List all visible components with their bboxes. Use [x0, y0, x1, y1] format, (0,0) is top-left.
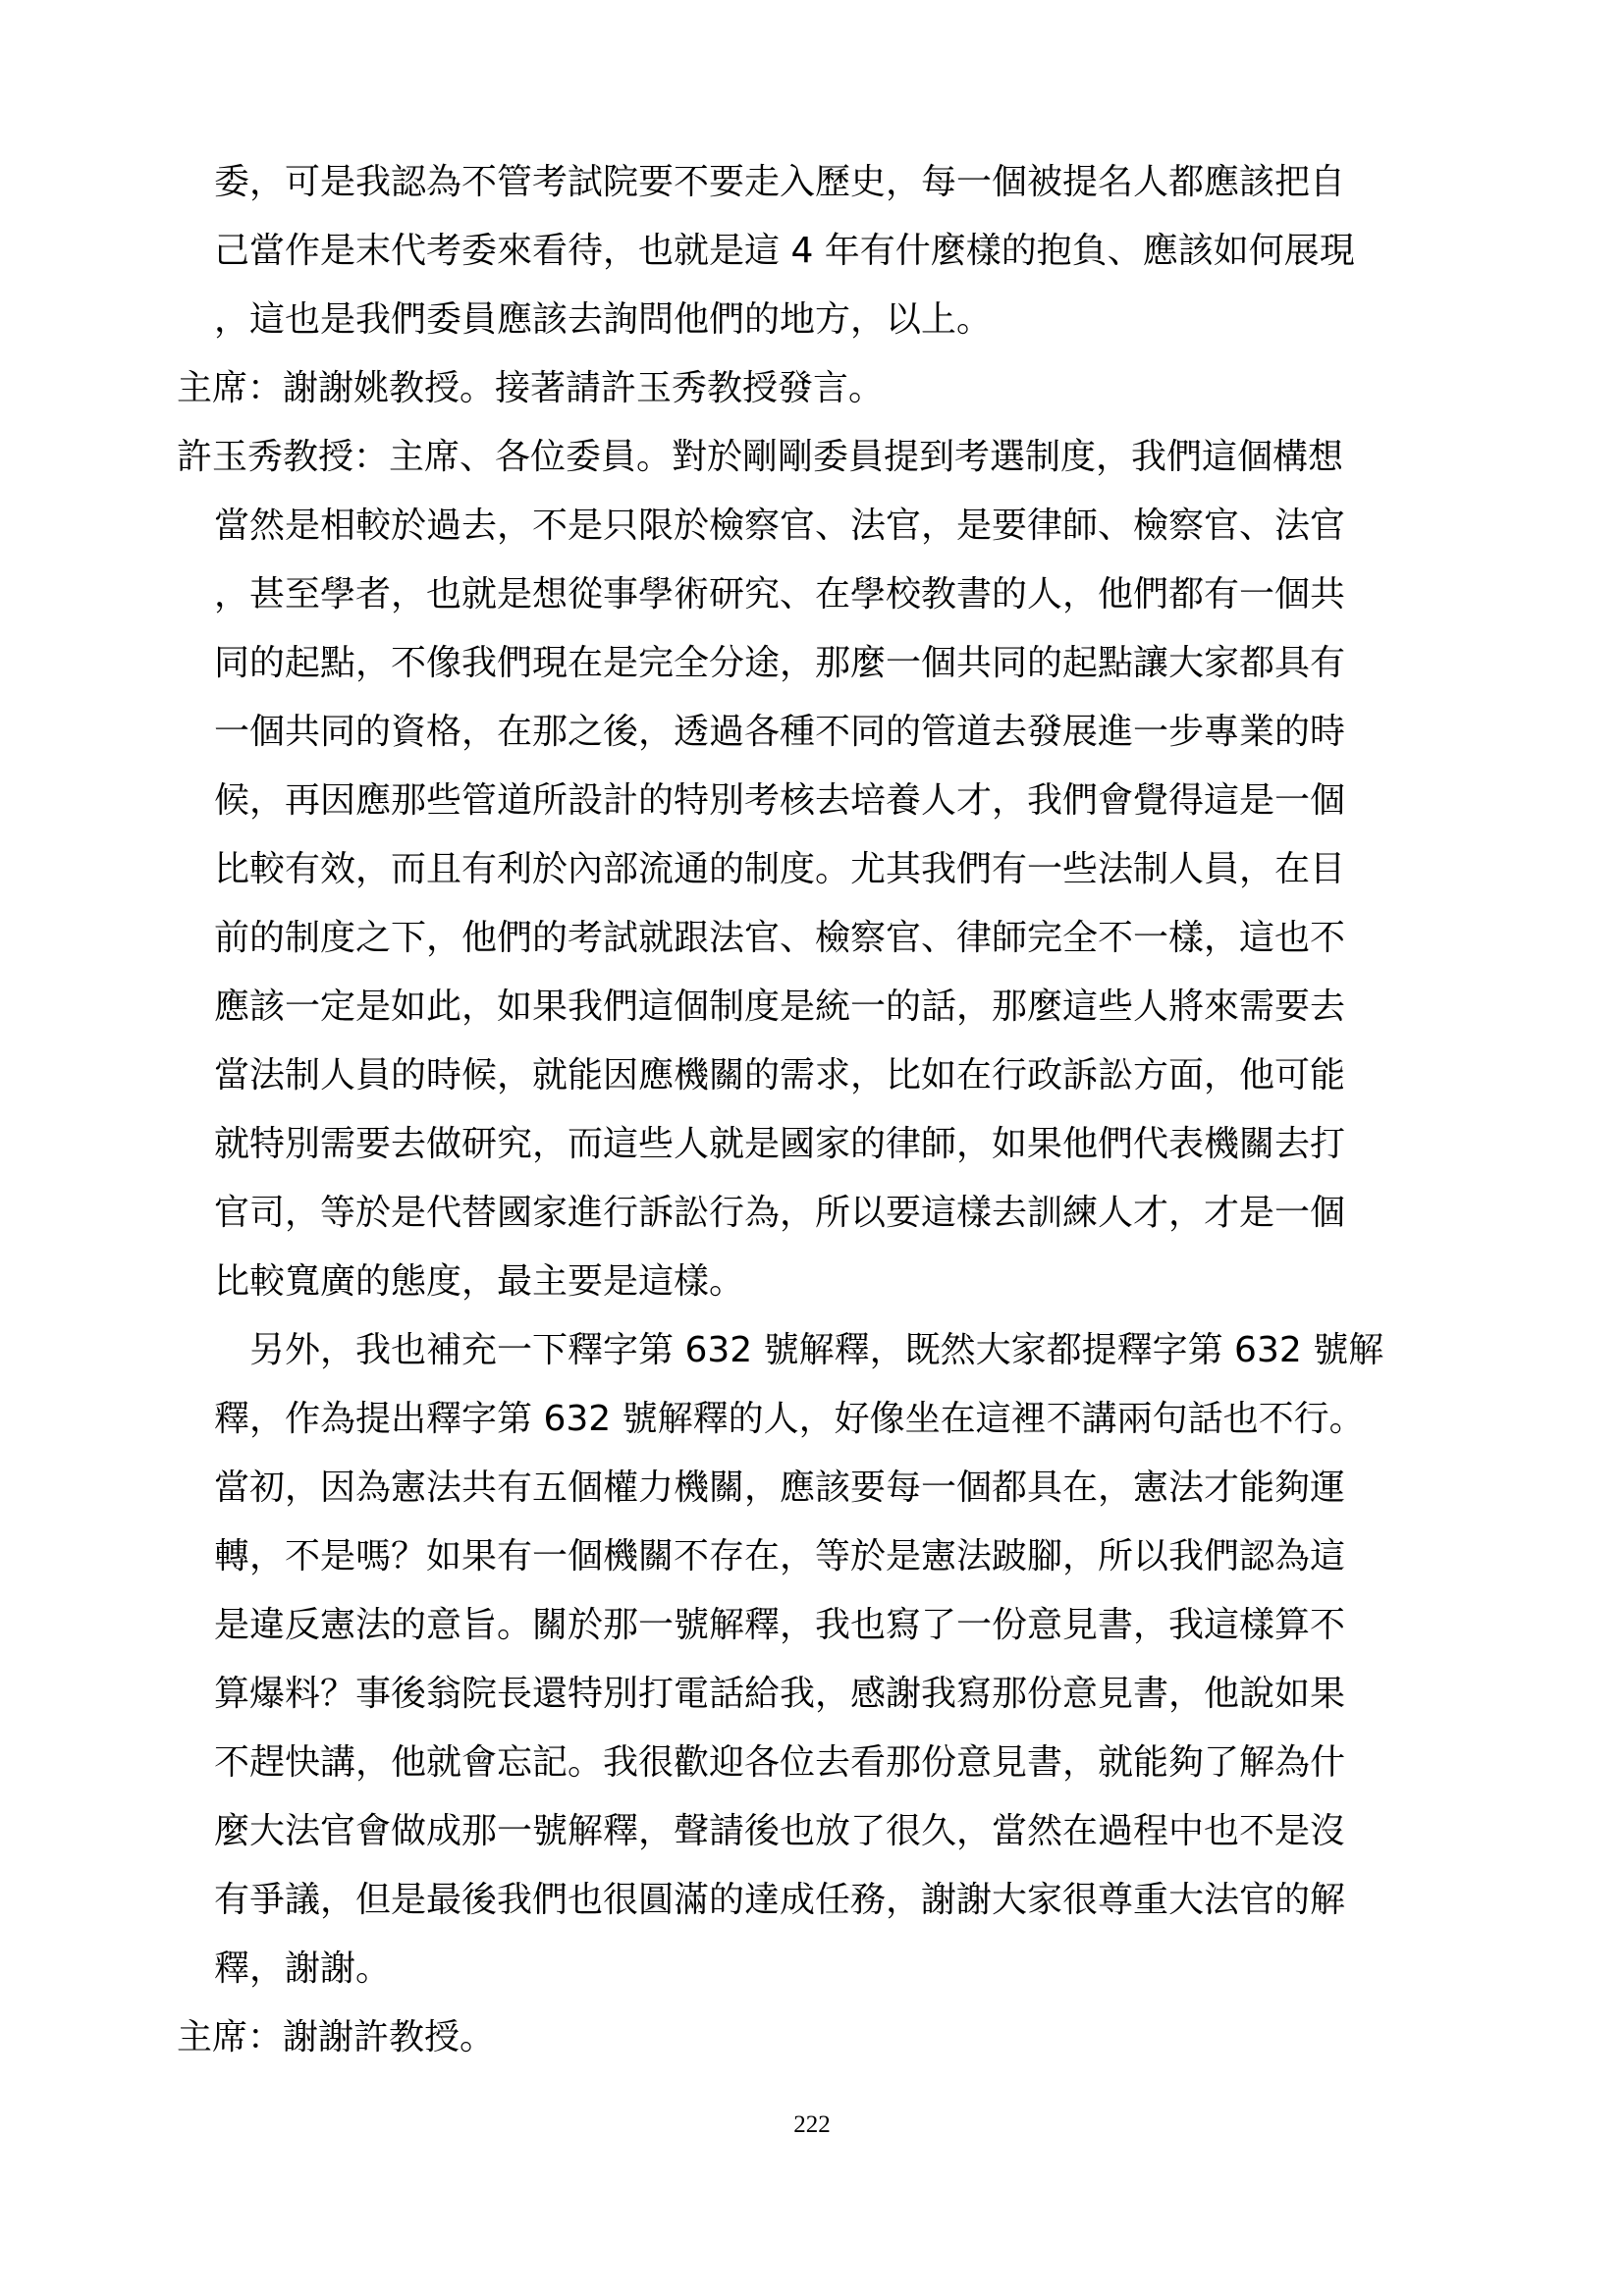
text-line-2: 己當作是末代考委來看待，也就是這 4 年有什麼樣的抱負、應該如何展現: [214, 231, 1355, 271]
text-line-12: 前的制度之下，他們的考試就跟法官、檢察官、律師完全不一樣，這也不: [214, 918, 1346, 958]
text-line-26: 有爭議，但是最後我們也很圓滿的達成任務，謝謝大家很尊重大法官的解: [214, 1880, 1346, 1920]
text-line-25: 麼大法官會做成那一號解釋，聲請後也放了很久，當然在過程中也不是沒: [214, 1811, 1346, 1851]
text-line-8: 同的起點，不像我們現在是完全分途，那麼一個共同的起點讓大家都具有: [214, 643, 1346, 683]
text-line-14: 當法制人員的時候，就能因應機關的需求，比如在行政訴訟方面，他可能: [214, 1055, 1346, 1095]
speaker-line-chair-closing: 主席：謝謝許教授。: [177, 2017, 496, 2057]
paragraph-indent-line: 另外，我也補充一下釋字第 632 號解釋，既然大家都提釋字第 632 號解: [249, 1330, 1384, 1370]
text-line-11: 比較有效，而且有利於內部流通的制度。尤其我們有一些法制人員，在目: [214, 849, 1346, 889]
text-line-1: 委，可是我認為不管考試院要不要走入歷史，每一個被提名人都應該把自: [214, 162, 1346, 202]
text-line-21: 轉，不是嗎？如果有一個機關不存在，等於是憲法跛腳，所以我們認為這: [214, 1536, 1346, 1576]
text-line-7: ，甚至學者，也就是想從事學術研究、在學校教書的人，他們都有一個共: [214, 574, 1346, 614]
text-line-22: 是違反憲法的意旨。關於那一號解釋，我也寫了一份意見書，我這樣算不: [214, 1605, 1346, 1645]
page-number: 222: [793, 2111, 831, 2138]
text-line-16: 官司，等於是代替國家進行訴訟行為，所以要這樣去訓練人才，才是一個: [214, 1193, 1346, 1233]
text-line-24: 不趕快講，他就會忘記。我很歡迎各位去看那份意見書，就能夠了解為什: [214, 1742, 1346, 1783]
text-line-13: 應該一定是如此，如果我們這個制度是統一的話，那麼這些人將來需要去: [214, 987, 1346, 1027]
text-line-3: ，這也是我們委員應該去詢問他們的地方，以上。: [214, 299, 993, 340]
text-line-10: 候，再因應那些管道所設計的特別考核去培養人才，我們會覺得這是一個: [214, 780, 1346, 821]
text-line-15: 就特別需要去做研究，而這些人就是國家的律師，如果他們代表機關去打: [214, 1124, 1346, 1164]
text-line-19: 釋，作為提出釋字第 632 號解釋的人，好像坐在這裡不講兩句話也不行。: [214, 1399, 1365, 1439]
text-line-6: 當然是相較於過去，不是只限於檢察官、法官，是要律師、檢察官、法官: [214, 506, 1346, 546]
speaker-line-chair: 主席：謝謝姚教授。接著請許玉秀教授發言。: [177, 368, 885, 408]
speaker-line-hsu: 許玉秀教授：主席、各位委員。對於剛剛委員提到考選制度，我們這個構想: [177, 437, 1344, 477]
text-line-27: 釋，謝謝。: [214, 1949, 392, 1989]
text-line-17: 比較寬廣的態度，最主要是這樣。: [214, 1261, 745, 1302]
text-line-20: 當初，因為憲法共有五個權力機關，應該要每一個都具在，憲法才能夠運: [214, 1468, 1346, 1508]
text-line-23: 算爆料？事後翁院長還特別打電話給我，感謝我寫那份意見書，他說如果: [214, 1674, 1346, 1714]
text-line-9: 一個共同的資格，在那之後，透過各種不同的管道去發展進一步專業的時: [214, 712, 1346, 752]
